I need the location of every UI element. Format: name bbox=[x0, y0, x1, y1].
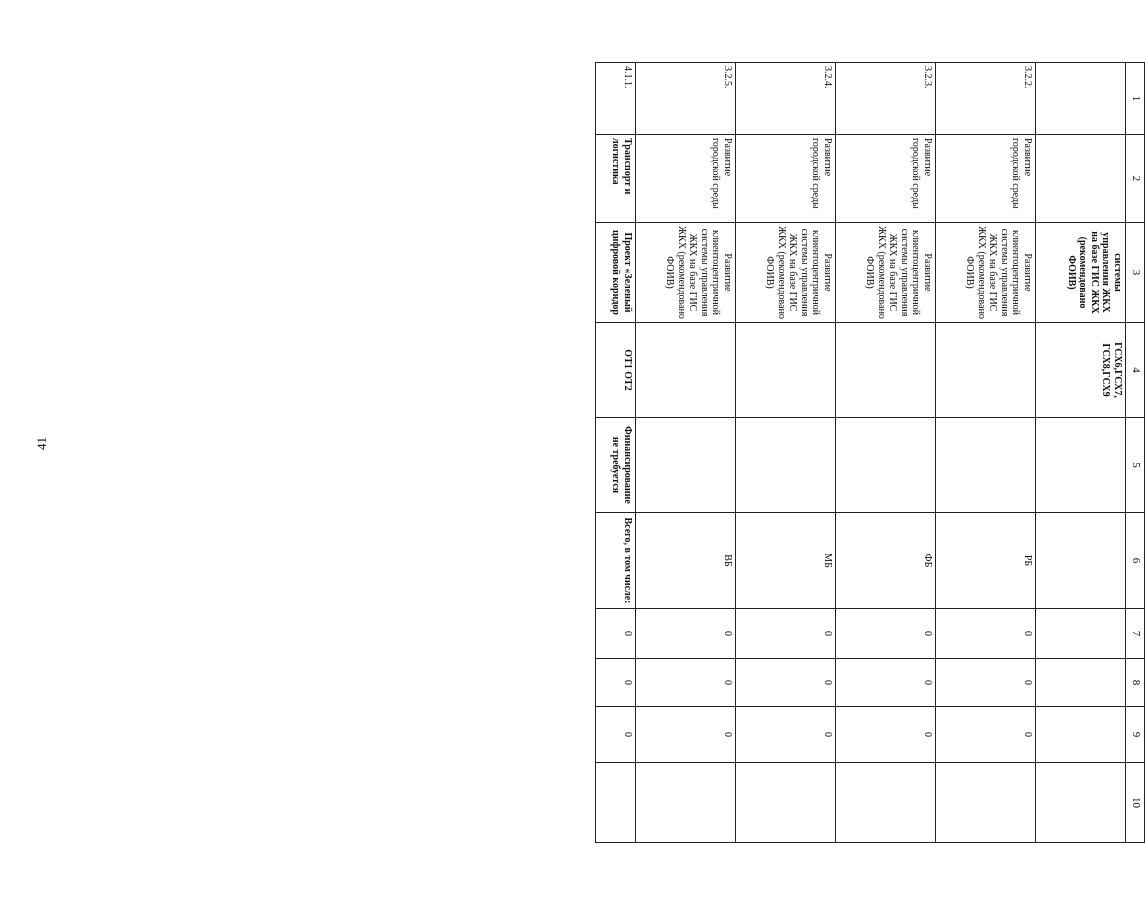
header-cell: 8 bbox=[1126, 659, 1145, 707]
table-cell-c2: Развитие городской среды bbox=[836, 135, 936, 223]
table-cell-c4 bbox=[936, 323, 1036, 418]
table-cell-c2 bbox=[1036, 135, 1126, 223]
table-cell-c9: 0 bbox=[836, 707, 936, 763]
page-number: 41 bbox=[34, 437, 49, 450]
table-cell-c3: Развитие клиентоцентричной системы управления ЖКХ на базе ГИС ЖКХ (рекомендовано ФОИВ) bbox=[936, 223, 1036, 323]
table-cell-c4 bbox=[636, 323, 736, 418]
table-cell-c9 bbox=[1036, 707, 1126, 763]
table-cell-c1: 4.1.1. bbox=[596, 63, 636, 135]
table-cell-c3: Развитие клиентоцентричной системы управления ЖКХ на базе ГИС ЖКХ (рекомендовано ФОИВ) bbox=[736, 223, 836, 323]
table-row bbox=[1036, 63, 1126, 843]
header-cell: 6 bbox=[1126, 513, 1145, 609]
table-cell-c4: ГСХ6,ГСХ7, ГСХ8,ГСХ9 bbox=[1036, 323, 1126, 418]
table-cell-c2: Транспорт и логистика bbox=[596, 135, 636, 223]
table-cell-c6 bbox=[1036, 513, 1126, 609]
table-cell-c3: Проект «Зеленый цифровой коридор bbox=[596, 223, 636, 323]
table-cell-c2: Развитие городской среды bbox=[736, 135, 836, 223]
header-cell: 10 bbox=[1126, 763, 1145, 843]
table-cell-c4: ОТ1 ОТ2 bbox=[596, 323, 636, 418]
table-cell-c10 bbox=[736, 763, 836, 843]
table-cell-c8: 0 bbox=[596, 659, 636, 707]
table-cell-c7 bbox=[1036, 609, 1126, 659]
table-row bbox=[836, 63, 936, 843]
table-cell-c1: 3.2.2. bbox=[936, 63, 1036, 135]
table-cell-c3: системы управления ЖКХ на базе ГИС ЖКХ (рекомендовано ФОИВ) bbox=[1036, 223, 1126, 323]
table-cell-c6: РБ bbox=[936, 513, 1036, 609]
table-cell-c1 bbox=[1036, 63, 1126, 135]
table-cell-c10 bbox=[936, 763, 1036, 843]
table-cell-c7: 0 bbox=[836, 609, 936, 659]
table-cell-c9: 0 bbox=[936, 707, 1036, 763]
table-cell-c5 bbox=[636, 418, 736, 513]
table-cell-c4 bbox=[836, 323, 936, 418]
data-table bbox=[595, 62, 1145, 843]
header-cell: 4 bbox=[1126, 323, 1145, 418]
table-cell-c5 bbox=[936, 418, 1036, 513]
table-cell-c10 bbox=[636, 763, 736, 843]
table-cell-c1: 3.2.3. bbox=[836, 63, 936, 135]
table-cell-c10 bbox=[1036, 763, 1126, 843]
table-row bbox=[636, 63, 736, 843]
table-cell-c1: 3.2.5. bbox=[636, 63, 736, 135]
table-cell-c2: Развитие городской среды bbox=[936, 135, 1036, 223]
table-cell-c9: 0 bbox=[596, 707, 636, 763]
table-row bbox=[936, 63, 1036, 843]
table-row bbox=[736, 63, 836, 843]
table-cell-c5 bbox=[736, 418, 836, 513]
header-cell: 5 bbox=[1126, 418, 1145, 513]
table-cell-c10 bbox=[596, 763, 636, 843]
table-cell-c6: Всего, в том числе: bbox=[596, 513, 636, 609]
table-cell-c7: 0 bbox=[936, 609, 1036, 659]
header-cell: 9 bbox=[1126, 707, 1145, 763]
table-cell-c8: 0 bbox=[736, 659, 836, 707]
table-cell-c3: Развитие клиентоцентричной системы управления ЖКХ на базе ГИС ЖКХ (рекомендовано ФОИВ) bbox=[636, 223, 736, 323]
table-cell-c3: Развитие клиентоцентричной системы управления ЖКХ на базе ГИС ЖКХ (рекомендовано ФОИВ) bbox=[836, 223, 936, 323]
header-cell: 7 bbox=[1126, 609, 1145, 659]
header-cell: 2 bbox=[1126, 135, 1145, 223]
table-cell-c10 bbox=[836, 763, 936, 843]
table-cell-c7: 0 bbox=[596, 609, 636, 659]
table-cell-c8: 0 bbox=[636, 659, 736, 707]
table-cell-c6: ВБ bbox=[636, 513, 736, 609]
table-cell-c8: 0 bbox=[836, 659, 936, 707]
table-cell-c6: ФБ bbox=[836, 513, 936, 609]
table-cell-c9: 0 bbox=[636, 707, 736, 763]
table-cell-c8 bbox=[1036, 659, 1126, 707]
table-cell-c5 bbox=[836, 418, 936, 513]
table-cell-c7: 0 bbox=[636, 609, 736, 659]
rotated-table-wrapper bbox=[610, 62, 1145, 842]
table-cell-c2: Развитие городской среды bbox=[636, 135, 736, 223]
header-row bbox=[1126, 63, 1145, 843]
header-cell: 1 bbox=[1126, 63, 1145, 135]
table-cell-c8: 0 bbox=[936, 659, 1036, 707]
table-cell-c1: 3.2.4. bbox=[736, 63, 836, 135]
table-cell-c5 bbox=[1036, 418, 1126, 513]
table-cell-c9: 0 bbox=[736, 707, 836, 763]
table-cell-c6: МБ bbox=[736, 513, 836, 609]
table-cell-c5: Финансирование не требуется bbox=[596, 418, 636, 513]
table-cell-c4 bbox=[736, 323, 836, 418]
header-cell: 3 bbox=[1126, 223, 1145, 323]
table-row bbox=[596, 63, 636, 843]
table-cell-c7: 0 bbox=[736, 609, 836, 659]
